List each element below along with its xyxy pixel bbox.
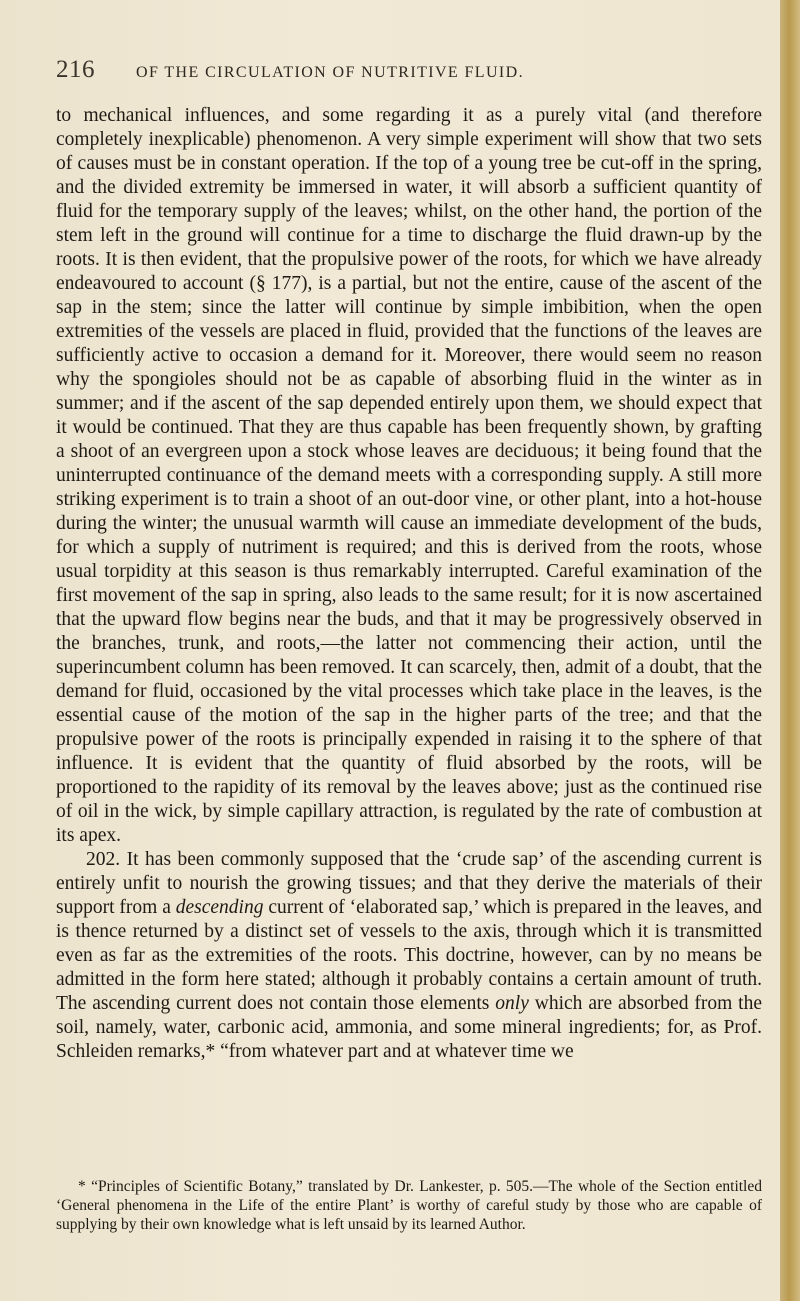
footnote: * “Principles of Scientific Botany,” translated by Dr. Lankester, p. 505.—The whole of the Section entitled ‘General phenomena in the Life of the entire Plant’ is worthy of careful study by those who are capable of supplying by their own knowledge what is left unsaid by its learned Author. (56, 1178, 762, 1233)
paragraph-202 (56, 848, 762, 1064)
page-header (56, 56, 756, 86)
page-edge (780, 0, 800, 1301)
emphasis-descending: descending (175, 897, 264, 918)
running-head: OF THE CIRCULATION OF NUTRITIVE FLUID. (136, 64, 525, 81)
paragraph-text: current of ‘elaborated sap,’ which is prepared in the leaves, and is thence returned by a distinct set of vessels to the axis, through which it is transmitted even as far as the extremities of the roots. This doctrine, however, can by no means be admitted in the form here stated; although it probably contains a certain amount of truth. The ascending current does not contain those elements (56, 897, 762, 1014)
paragraph-text: which are absorbed from the soil, namely, water, carbonic acid, ammonia, and some mineral ingredients; for, as Prof. Schleiden remarks,* “from whatever part and at whatever time we (56, 993, 762, 1062)
body-text (56, 104, 762, 1064)
paragraph-text: It has been commonly supposed that the ‘crude sap’ of the ascending current is entirely unfit to nourish the growing tissues; and that they derive the materials of their support from a (56, 849, 762, 918)
paragraph-1: to mechanical influences, and some regarding it as a purely vital (and therefore completely inexplicable) phenomenon. A very simple experiment will show that two sets of causes must be in constant operation. If the top of a young tree be cut-off in the spring, and the divided extremity be immersed in water, it will absorb a sufficient quantity of fluid for the temporary supply of the leaves; whilst, on the other hand, the portion of the stem left in the ground will continue for a time to discharge the fluid drawn-up by the roots. It is then evident, that the propulsive power of the roots, for which we have already endeavoured to account (§ 177), is a partial, but not the entire, cause of the ascent of the sap in the stem; since the latter will continue by simple imbibition, when the open extremities of the vessels are placed in fluid, provided that the functions of the leaves are sufficiently active to occasion a demand for it. Moreover, there would seem no reason why the spongioles should not be as capable of absorbing fluid in the winter as in summer; and if the ascent of the sap depended entirely upon them, we should expect that it would be continued. That they are thus capable has been frequently shown, by grafting a shoot of an evergreen upon a stock whose leaves are deciduous; it being found that the uninterrupted continuance of the demand meets with a corresponding supply. A still more striking experiment is to train a shoot of an out-door vine, or other plant, into a hot-house during the winter; the unusual warmth will cause an immediate development of the buds, for which a supply of nutriment is required; and this is derived from the roots, whose usual torpidity at this season is thus remarkably interrupted. Careful examination of the first movement of the sap in spring, also leads to the same result; for it is now ascertained that the upward flow begins near the buds, and that it may be progressively observed in the branches, trunk, and roots,—the latter not commencing their action, until the superincumbent column has been removed. It can scarcely, then, admit of a doubt, that the demand for fluid, occasioned by the vital processes which take place in the leaves, is the essential cause of the motion of the sap in the higher parts of the tree; and that the propulsive power of the roots is principally expended in raising it to the sphere of that influence. It is evident that the quantity of fluid absorbed by the roots, will be proportioned to the rapidity of its removal by the leaves above; just as the continued rise of oil in the wick, by simple capillary attraction, is regulated by the rate of combustion at its apex. (56, 105, 762, 846)
emphasis-only: only (495, 993, 529, 1014)
page-number: 216 (56, 56, 95, 83)
paragraph-number: 202. (86, 849, 121, 870)
